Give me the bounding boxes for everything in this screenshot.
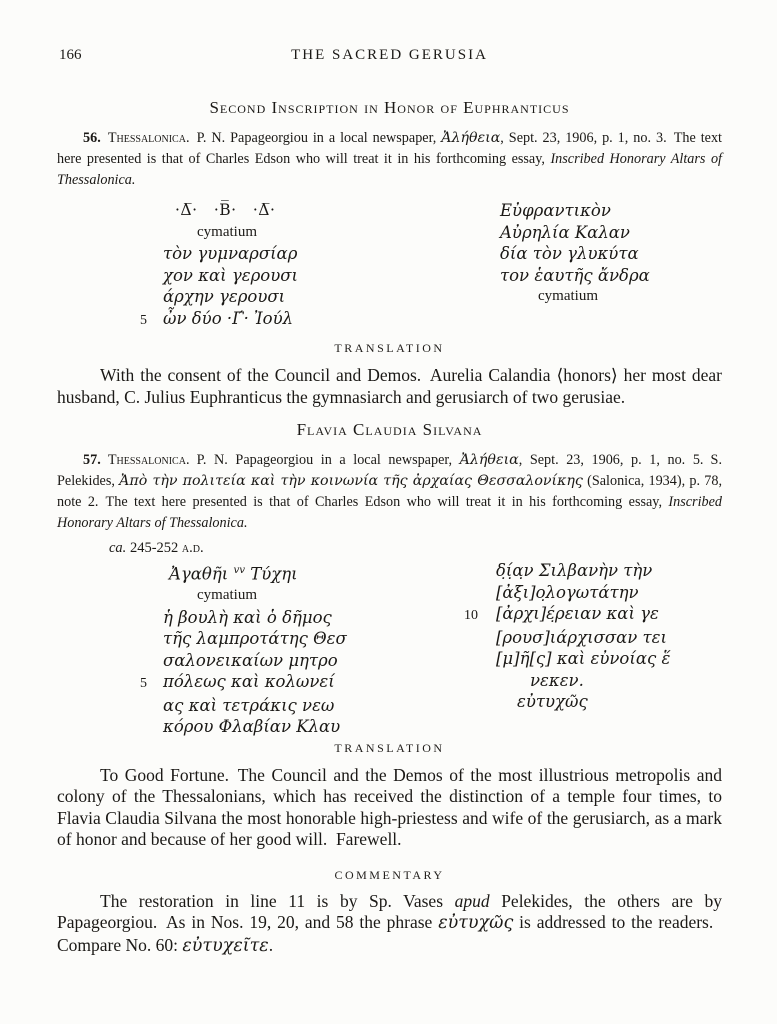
inscription-56-right-column xyxy=(500,200,675,308)
line-text: ·Δ̅· ·B̅· ·Δ̅· xyxy=(175,201,276,219)
inscription-line xyxy=(464,560,674,582)
inscription-line xyxy=(140,286,355,308)
inscription-line xyxy=(140,560,355,585)
text-segment: The restoration in line 11 is by Sp. Vases xyxy=(100,890,455,911)
inscription-57 xyxy=(57,560,722,738)
inscription-line xyxy=(140,243,355,265)
text-segment: 245-252 xyxy=(126,540,182,556)
line-number xyxy=(464,691,496,713)
text-segment: Ἀλήθεια xyxy=(441,130,501,146)
inscription-57-left-column xyxy=(140,560,355,738)
section-heading-euphranticus: Second Inscription in Honor of Euphranticus xyxy=(209,98,570,117)
inscription-line xyxy=(140,716,355,738)
inscription-line xyxy=(140,200,355,222)
text-segment: apud xyxy=(454,890,490,911)
text-segment: , Sept. 23, 1906, p. 1, no. 3. The text here presented is that of Charles Edson who will treat it in his forthcoming essay, xyxy=(57,130,722,167)
text-segment: . xyxy=(268,934,274,955)
line-number xyxy=(140,585,163,607)
text-segment: Inscribed Honorary Altars of Thessalonica. xyxy=(57,494,722,531)
line-number xyxy=(140,265,163,287)
text-segment: Inscribed Honorary Altars of Thessalonica. xyxy=(57,151,722,188)
text-segment: ca. xyxy=(109,540,127,556)
inscription-line xyxy=(140,222,355,244)
entry-57-citation xyxy=(57,450,722,534)
inscription-line xyxy=(464,627,674,649)
date-line xyxy=(109,539,722,557)
page-header xyxy=(57,46,722,64)
running-head-title: THE SACRED GERUSIA xyxy=(291,47,488,63)
inscription-line xyxy=(140,585,355,607)
line-text: Εὐφραντικὸν xyxy=(500,201,611,220)
inscription-line xyxy=(464,603,674,627)
text-segment: (Salonica, 1934), p. 78, note 2. The text here presented is that of Charles Edson who will treat it in his forthcoming essay, xyxy=(57,473,722,510)
line-text: [ἀξι]ο̣λογωτάτην xyxy=(496,582,639,602)
translation-56-text: With the consent of the Council and Demos. Aurelia Calandia ⟨honors⟩ her most dear husband, C. Julius Euphranticus the gymnasiarch and gerusiarch of two gerusiae. xyxy=(57,365,722,407)
line-number: 10 xyxy=(464,608,478,623)
line-text: δία τὸν γλυκύτα xyxy=(500,244,639,263)
text-segment: Thessalonica. xyxy=(107,452,190,468)
line-text: [ρουσ]ιάρχισσαν τει xyxy=(496,627,667,647)
line-text: άρχην γερουσι xyxy=(163,287,286,306)
line-number xyxy=(464,670,496,692)
line-text: κόρου Φλαβίαν Κλαυ xyxy=(163,717,341,736)
text-segment: εὐτυχῶς xyxy=(438,913,514,933)
commentary-label: COMMENTARY xyxy=(334,867,445,882)
page-number: 166 xyxy=(59,47,82,63)
text-segment: is addressed to the readers. Compare No. 60: xyxy=(57,912,722,955)
line-text: τὸν γυμναρσίαρ xyxy=(163,244,298,263)
line-text: Αὐρηλία Καλαν xyxy=(500,222,630,242)
entry-56-citation xyxy=(57,128,722,191)
line-text: πόλεως καὶ κολωνεί xyxy=(163,672,335,691)
line-text: cymatium xyxy=(197,587,257,603)
line-text xyxy=(163,560,355,585)
text-segment: 56. xyxy=(83,130,101,146)
inscription-line xyxy=(500,200,675,222)
line-text: εὐτυχῶς xyxy=(517,692,588,711)
text-segment: a.d. xyxy=(181,540,204,556)
line-text: cymatium xyxy=(197,223,257,240)
inscription-line xyxy=(140,650,355,672)
line-number xyxy=(140,695,163,717)
line-text: [ἀρχι]έ̣ρειαν καὶ γε xyxy=(496,604,659,623)
line-number xyxy=(464,627,496,649)
inscription-line xyxy=(140,671,355,695)
inscription-line xyxy=(140,628,355,650)
inscription-line xyxy=(464,582,674,604)
line-number: 5 xyxy=(140,312,147,328)
line-number xyxy=(140,222,163,244)
inscription-line xyxy=(464,670,674,692)
line-number xyxy=(140,716,163,738)
line-text: σαλονεικαίων μητρο xyxy=(163,650,338,670)
text-segment: Ἀπὸ τὴν πολιτεία καὶ τὴν κοινωνία τῆς ἀρχαίας Θεσσαλονίκης xyxy=(119,473,583,489)
inscription-line xyxy=(500,286,675,308)
inscription-line xyxy=(140,695,355,717)
line-text: [μ]ῆ[ς] καὶ εὐνοίας ἕ xyxy=(496,649,671,668)
translation-57-text: To Good Fortune. The Council and the Demos of the most illustrious metropolis and colony of the Thessalonians, which has received the distinction of a temple four times, to Flavia Claudia Silvana the most honorable high-priestess and wife of the gerusiarch, as a mark of honor and because of her good will. Farewell. xyxy=(57,764,722,849)
line-number xyxy=(140,200,163,222)
text-segment: Ἀλήθεια xyxy=(459,452,519,468)
text-segment: Ἀγαθῆι xyxy=(169,564,234,584)
line-number xyxy=(140,650,163,672)
inscription-line xyxy=(500,243,675,265)
text-segment: Τύχηι xyxy=(245,564,298,584)
line-number xyxy=(140,607,163,629)
text-segment: P. N. Papageorgiou in a local newspaper, xyxy=(189,452,460,468)
line-text: τον ἑαυτῆς ἄνδρα xyxy=(500,265,650,285)
line-number xyxy=(464,560,496,582)
line-text: ὦν δύο ·Γ́· Ἰούλ xyxy=(163,308,294,328)
inscription-57-right-column xyxy=(464,560,674,713)
line-text: ας καὶ τετράκις νεω xyxy=(163,695,335,715)
text-segment: vv xyxy=(233,565,245,576)
line-text: χον καὶ γερουσι xyxy=(163,265,298,285)
inscription-line xyxy=(140,308,355,332)
text-segment: P. N. Papageorgiou in a local newspaper, xyxy=(189,130,442,146)
inscription-line xyxy=(500,222,675,244)
inscription-56-left-column xyxy=(140,200,355,331)
line-number xyxy=(464,582,496,604)
line-number xyxy=(140,560,163,585)
line-number xyxy=(464,648,496,670)
line-text: ἡ βουλὴ καὶ ὁ δῆμος xyxy=(163,607,332,627)
inscription-line xyxy=(500,265,675,287)
text-segment: 57. xyxy=(83,452,101,468)
inscription-line xyxy=(140,607,355,629)
text-segment: Pelekides, the others are by Papageorgiou. As in Nos. 19, 20, and 58 the phrase xyxy=(57,890,722,932)
inscription-line xyxy=(140,265,355,287)
text-segment xyxy=(101,452,108,468)
line-text: τῆς λαμπροτάτης Θεσ xyxy=(163,629,347,648)
inscription-line xyxy=(464,691,674,713)
line-number xyxy=(140,628,163,650)
line-number: 5 xyxy=(140,676,147,691)
text-segment: , Sept. 23, 1906, p. 1, no. 5. S. Pelekides, xyxy=(57,452,722,489)
text-segment xyxy=(101,130,108,146)
inscription-56 xyxy=(57,200,722,331)
line-text: δ̣ί̣α̣ν Σιλβανὴν τὴν xyxy=(496,561,653,580)
inscription-line xyxy=(464,648,674,670)
line-text: νεκεν. xyxy=(530,670,584,690)
line-number xyxy=(140,243,163,265)
line-text: cymatium xyxy=(538,288,598,304)
section-heading-silvana: Flavia Claudia Silvana xyxy=(296,420,483,439)
translation-label-57: TRANSLATION xyxy=(334,740,445,755)
text-segment: Thessalonica. xyxy=(107,130,190,146)
commentary-text xyxy=(57,891,722,958)
line-number xyxy=(140,286,163,308)
translation-label-56: TRANSLATION xyxy=(334,341,445,355)
text-segment: εὐτυχεῖτε xyxy=(182,935,269,956)
